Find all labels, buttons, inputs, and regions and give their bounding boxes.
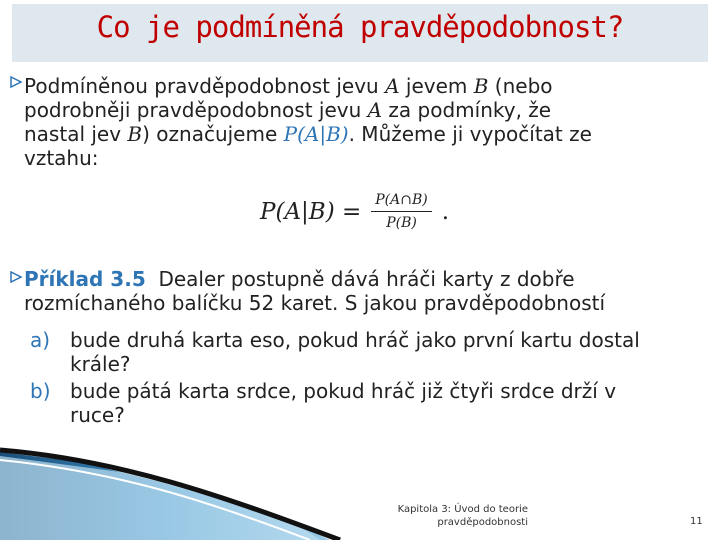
intro-line-2: podrobněji pravděpodobnost jevu A za podmínky, že (24, 98, 552, 122)
example-line-2: rozmíchaného balíčku 52 karet. S jakou pravděpodobností (24, 291, 606, 315)
example-label: Příklad 3.5 (24, 267, 146, 291)
intro-line-3: nastal jev B) označujeme P(A|B). Můžeme ji vypočítat ze (24, 122, 592, 146)
item-marker: b) (30, 379, 51, 403)
slide-title: Co je podmíněná pravděpodobnost? (96, 10, 624, 44)
example-paragraph (24, 267, 704, 315)
item-marker: a) (30, 328, 51, 352)
formula-lhs: P(A|B) = (260, 198, 362, 225)
example-item-b: b) bude pátá karta srdce, pokud hráč již čtyři srdce drží v ruce? (30, 379, 617, 427)
formula-fraction (371, 192, 431, 231)
page-number: 11 (690, 516, 703, 527)
intro-line-1: Podmíněnou pravděpodobnost jevu A jevem B (nebo (24, 74, 553, 98)
bullet-arrow-icon (10, 271, 22, 283)
formula-numerator: P(A∩B) (375, 192, 428, 208)
example-line-1: Příklad 3.5 Dealer postupně dává hráči karty z dobře (24, 267, 575, 291)
footer-chapter: Kapitola 3: Úvod do teorie pravděpodobnosti (397, 504, 528, 528)
intro-line-4: vztahu: (24, 146, 99, 170)
formula (260, 192, 449, 231)
intro-paragraph (24, 74, 704, 170)
formula-end: . (441, 198, 450, 225)
example-item-a: a) bude druhá karta eso, pokud hráč jako první kartu dostal krále? (30, 328, 640, 376)
bullet-arrow-icon (10, 76, 22, 88)
formula-denominator: P(B) (386, 215, 417, 231)
fraction-bar (371, 211, 431, 212)
